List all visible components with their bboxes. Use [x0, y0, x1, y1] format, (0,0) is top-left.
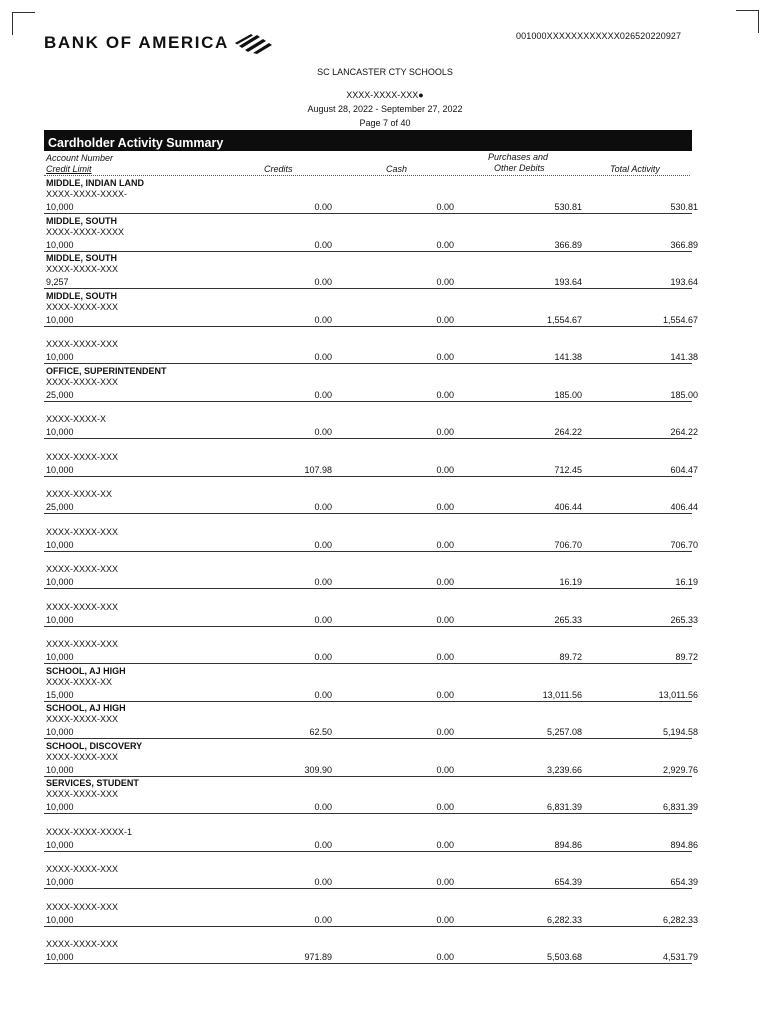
credits-value: 0.00 [314, 389, 332, 400]
table-row [44, 665, 698, 703]
cash-value: 0.00 [436, 352, 454, 362]
total-value: 265.33 [670, 614, 698, 625]
account-number: XXXX-XXXX-XXXX- [46, 189, 128, 199]
total-value: 6,831.39 [662, 802, 698, 812]
cash-value: 0.00 [436, 839, 454, 850]
page-number: Page 7 of 40 [359, 118, 411, 128]
account-number: XXXX-XXXX-XXX [46, 789, 119, 799]
purchases-value: 6,831.39 [546, 802, 582, 812]
header-divider [44, 175, 690, 176]
table-row [44, 853, 698, 890]
account-number: XXXX-XXXX-XXX [46, 564, 119, 574]
cash-value: 0.00 [436, 427, 454, 437]
purchases-value: 185.00 [554, 389, 582, 400]
account-number: XXXX-XXXX-XXXX [46, 226, 125, 237]
row-divider [44, 363, 692, 364]
cash-value: 0.00 [436, 577, 454, 587]
total-value: 1,554.67 [662, 314, 698, 325]
account-number: XXXX-XXXX-XXX [46, 601, 119, 612]
col-purchases-line2: Other Debits [494, 163, 545, 173]
cash-value: 0.00 [436, 877, 454, 887]
credits-value: 107.98 [304, 464, 332, 475]
cash-value: 0.00 [436, 277, 454, 287]
row-divider [44, 251, 692, 252]
credits-value: 0.00 [314, 877, 332, 887]
credit-limit: 9,257 [46, 277, 69, 287]
credits-value: 0.00 [314, 614, 332, 625]
table-row [44, 891, 698, 928]
cash-value: 0.00 [436, 952, 454, 962]
account-number: XXXX-XXXX-XXX [46, 639, 119, 649]
table-row [44, 816, 698, 853]
credits-value: 0.00 [314, 802, 332, 812]
credit-limit: 10,000 [46, 839, 74, 850]
dept-name: SERVICES, STUDENT [46, 778, 139, 788]
total-value: 5,194.58 [662, 727, 698, 737]
table-row [44, 365, 698, 403]
credit-limit: 25,000 [46, 389, 74, 400]
total-value: 16.19 [675, 577, 698, 587]
account-number: XXXX-XXXX-XXX [46, 264, 119, 274]
row-divider [44, 626, 692, 627]
account-number: XXXX-XXXX-XXX [46, 526, 119, 537]
dept-name: SCHOOL, AJ HIGH [46, 703, 126, 713]
account-number: XXXX-XXXX-XXX [46, 751, 119, 762]
total-value: 654.39 [670, 877, 698, 887]
col-purchases-line1: Purchases and [488, 152, 549, 162]
col-credits: Credits [264, 164, 293, 174]
total-value: 89.72 [675, 652, 698, 662]
total-value: 604.47 [670, 464, 698, 475]
credit-limit: 10,000 [46, 314, 74, 325]
purchases-value: 654.39 [554, 877, 582, 887]
col-cash: Cash [386, 164, 408, 174]
table-row [44, 178, 698, 215]
purchases-value: 366.89 [554, 239, 582, 250]
total-value: 894.86 [670, 839, 698, 850]
account-masked: XXXX-XXXX-XXX● [346, 90, 424, 100]
row-divider [44, 551, 692, 552]
row-divider [44, 738, 692, 739]
cash-value: 0.00 [436, 502, 454, 512]
cash-value: 0.00 [436, 914, 454, 925]
dept-name: SCHOOL, AJ HIGH [46, 665, 126, 676]
purchases-value: 16.19 [559, 577, 582, 587]
credit-limit: 10,000 [46, 614, 74, 625]
account-number: XXXX-XXXX-X [46, 414, 107, 424]
credits-value: 309.90 [304, 764, 332, 775]
row-divider [44, 663, 692, 664]
crop-mark-top-left [12, 12, 35, 35]
dept-name: MIDDLE, SOUTH [46, 290, 117, 301]
row-divider [44, 588, 692, 589]
row-divider [44, 701, 692, 702]
credits-value: 0.00 [314, 689, 332, 700]
dept-name: MIDDLE, INDIAN LAND [46, 178, 144, 188]
purchases-value: 89.72 [559, 652, 582, 662]
credit-limit: 10,000 [46, 202, 74, 212]
purchases-value: 264.22 [554, 427, 582, 437]
purchases-value: 5,503.68 [546, 952, 582, 962]
credits-value: 62.50 [309, 727, 332, 737]
purchases-value: 1,554.67 [546, 314, 582, 325]
credits-value: 0.00 [314, 652, 332, 662]
col-credit-limit: Credit Limit [46, 164, 92, 174]
section-title: Cardholder Activity Summary [44, 130, 692, 151]
total-value: 141.38 [670, 352, 698, 362]
statement-period: August 28, 2022 - September 27, 2022 [307, 104, 463, 114]
table-row [44, 591, 698, 628]
table-row [44, 628, 698, 665]
row-divider [44, 326, 692, 327]
total-value: 13,011.56 [658, 689, 698, 700]
total-value: 193.64 [670, 277, 698, 287]
dept-name: SCHOOL, DISCOVERY [46, 740, 143, 751]
total-value: 406.44 [670, 502, 698, 512]
credit-limit: 10,000 [46, 539, 74, 550]
cash-value: 0.00 [436, 539, 454, 550]
total-value: 530.81 [670, 202, 698, 212]
credits-value: 0.00 [314, 277, 332, 287]
table-row [44, 778, 698, 815]
credits-value: 0.00 [314, 577, 332, 587]
credit-limit: 10,000 [46, 577, 74, 587]
row-divider [44, 438, 692, 439]
table-row [44, 403, 698, 440]
account-number: XXXX-XXXX-XXXX-1 [46, 826, 133, 837]
credits-value: 0.00 [314, 839, 332, 850]
account-number: XXXX-XXXX-XX [46, 676, 113, 687]
cash-value: 0.00 [436, 802, 454, 812]
credit-limit: 10,000 [46, 952, 74, 962]
total-value: 6,282.33 [662, 914, 698, 925]
table-row [44, 328, 698, 365]
purchases-value: 13,011.56 [542, 689, 582, 700]
table-row [44, 740, 698, 778]
account-number: XXXX-XXXX-XX [46, 489, 113, 499]
table-row [44, 928, 698, 965]
row-divider [44, 513, 692, 514]
row-divider [44, 401, 692, 402]
account-number: XXXX-XXXX-XXX [46, 864, 119, 874]
row-divider [44, 926, 692, 927]
account-number: XXXX-XXXX-XXX [46, 901, 119, 912]
credits-value: 0.00 [314, 427, 332, 437]
credit-limit: 10,000 [46, 652, 74, 662]
cash-value: 0.00 [436, 389, 454, 400]
purchases-value: 141.38 [554, 352, 582, 362]
credits-value: 0.00 [314, 202, 332, 212]
cash-value: 0.00 [436, 727, 454, 737]
account-number: XXXX-XXXX-XXX [46, 451, 119, 462]
dept-name: MIDDLE, SOUTH [46, 253, 117, 263]
cash-value: 0.00 [436, 614, 454, 625]
row-divider [44, 963, 692, 964]
purchases-value: 5,257.08 [546, 727, 582, 737]
dept-name: MIDDLE, SOUTH [46, 215, 117, 226]
purchases-value: 193.64 [554, 277, 582, 287]
table-row [44, 478, 698, 515]
purchases-value: 265.33 [554, 614, 582, 625]
account-number: XXXX-XXXX-XXX [46, 376, 119, 387]
credits-value: 0.00 [314, 352, 332, 362]
row-divider [44, 776, 692, 777]
row-divider [44, 288, 692, 289]
row-divider [44, 851, 692, 852]
total-value: 185.00 [670, 389, 698, 400]
dept-name: OFFICE, SUPERINTENDENT [46, 365, 167, 376]
document-id: 001000XXXXXXXXXXXX026520220927 [516, 31, 682, 41]
credits-value: 0.00 [314, 239, 332, 250]
bank-logo [44, 32, 273, 54]
credit-limit: 10,000 [46, 464, 74, 475]
bank-name: BANK OF AMERICA [44, 33, 229, 52]
credits-value: 0.00 [314, 914, 332, 925]
cash-value: 0.00 [436, 239, 454, 250]
total-value: 706.70 [670, 539, 698, 550]
credits-value: 0.00 [314, 314, 332, 325]
cash-value: 0.00 [436, 689, 454, 700]
row-divider [44, 213, 692, 214]
row-divider [44, 888, 692, 889]
cash-value: 0.00 [436, 464, 454, 475]
account-number: XXXX-XXXX-XXX [46, 339, 119, 349]
col-total-activity: Total Activity [610, 164, 660, 174]
cash-value: 0.00 [436, 652, 454, 662]
table-row [44, 290, 698, 328]
purchases-value: 530.81 [554, 202, 582, 212]
account-number: XXXX-XXXX-XXX [46, 939, 119, 949]
credit-limit: 10,000 [46, 352, 74, 362]
credit-limit: 10,000 [46, 427, 74, 437]
table-row [44, 703, 698, 740]
credit-limit: 25,000 [46, 502, 74, 512]
col-account-number: Account Number [46, 153, 114, 163]
purchases-value: 894.86 [554, 839, 582, 850]
credit-limit: 10,000 [46, 914, 74, 925]
credit-limit: 10,000 [46, 764, 74, 775]
credits-value: 0.00 [314, 502, 332, 512]
cash-value: 0.00 [436, 764, 454, 775]
account-number: XXXX-XXXX-XXX [46, 301, 119, 312]
flag-logo-icon [233, 32, 273, 54]
total-value: 2,929.76 [662, 764, 698, 775]
table-row [44, 441, 698, 478]
purchases-value: 3,239.66 [546, 764, 582, 775]
total-value: 4,531.79 [662, 952, 698, 962]
crop-mark-top-right [736, 10, 759, 33]
credit-limit: 10,000 [46, 877, 74, 887]
purchases-value: 706.70 [554, 539, 582, 550]
account-number: XXXX-XXXX-XXX [46, 714, 119, 724]
purchases-value: 712.45 [554, 464, 582, 475]
cash-value: 0.00 [436, 314, 454, 325]
credit-limit: 10,000 [46, 802, 74, 812]
table-row [44, 516, 698, 553]
purchases-value: 406.44 [554, 502, 582, 512]
total-value: 366.89 [670, 239, 698, 250]
credit-limit: 10,000 [46, 727, 74, 737]
row-divider [44, 813, 692, 814]
credits-value: 971.89 [304, 952, 332, 962]
table-row [44, 215, 698, 253]
total-value: 264.22 [670, 427, 698, 437]
credit-limit: 15,000 [46, 689, 74, 700]
table-row [44, 553, 698, 590]
org-name: SC LANCASTER CTY SCHOOLS [317, 67, 453, 77]
credit-limit: 10,000 [46, 239, 74, 250]
credits-value: 0.00 [314, 539, 332, 550]
row-divider [44, 476, 692, 477]
purchases-value: 6,282.33 [546, 914, 582, 925]
cash-value: 0.00 [436, 202, 454, 212]
table-row [44, 253, 698, 290]
